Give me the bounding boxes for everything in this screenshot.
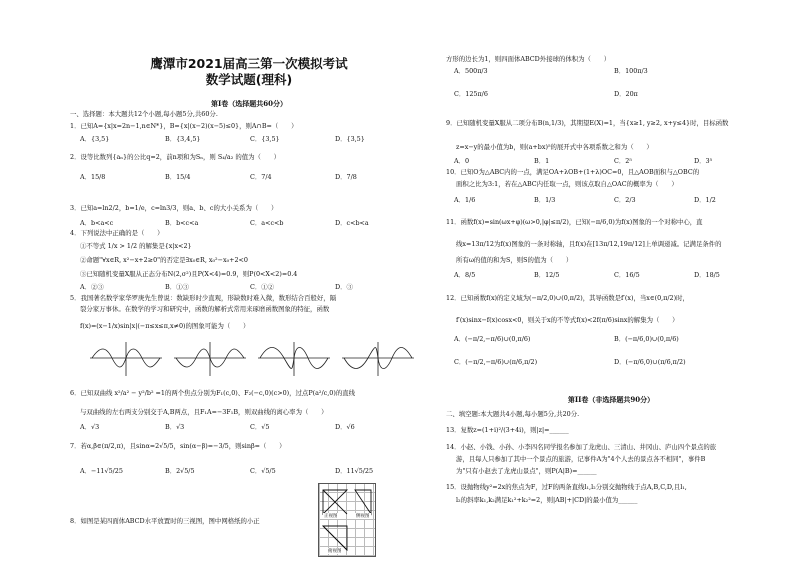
question-6: 6．已知双曲线 x²/a² − y²/b² =1的两个焦点分别为F₁(c,0)、F₂(−c,0)(c>0)，过点P(a²/c,0)的直线 [70,389,355,397]
question-12-cont: f′(x)sinx−f(x)cosx<0，则关于x的不等式f(x)<2f(π/6)sinx的解集为（ ） [456,316,679,324]
options-q6 [80,422,420,431]
option: B．12/5 [534,271,560,279]
option: C．125π/6 [454,90,488,98]
option: D．7/8 [335,173,357,181]
function-graph-options [90,338,420,378]
option: C．√5 [250,423,270,431]
option: D．20π [614,90,638,98]
statement-2: ②命题"∀x∈R, x²−x+2≥0"的否定是∃x₀∈R, x₀²−x₀+2<0 [80,256,248,264]
choice-instructions: 一、选择题：本大题共12个小题,每小题5分,共60分. [70,110,218,118]
options-q12-cd [454,357,774,366]
question-5-func: f(x)=(x−1/x)sin|x|(−π≤x≤π,x≠0)的图象可能为（ ） [80,322,250,330]
option: A．(−π/2,−π/6)∪(0,π/6) [454,335,531,343]
question-4: 4．下列说法中正确的是（ ） [70,229,164,237]
option: D．c<b<a [335,219,369,227]
option: B．2√5/5 [165,467,195,475]
question-7: 7．若α,β∈(π/2,π)，且sinα=2√5/5，sin(α−β)=−3/5，则sinβ=（ ） [70,442,286,450]
option: D．1/2 [694,196,716,204]
option: C．①② [250,283,275,291]
option: B．1 [534,157,550,165]
option: B．√3 [165,423,185,431]
options-q10 [454,195,774,204]
question-11-end: 所有ω的值的和为S，则S的值为（ ） [456,256,573,264]
option: B．100π/3 [614,67,648,75]
right-column [446,0,776,561]
option: D．√6 [335,423,355,431]
question-3: 3．已知a=ln2/2，b=1/e，c=ln3/3，则a、b、c的大小关系为（ ） [70,204,278,212]
top-view-label: 俯视图 [328,549,342,554]
option: B．{3,4,5} [165,135,201,143]
option: B．①③ [165,283,189,291]
option: A．1/6 [454,196,476,204]
question-5: 5．我国著名数学家华罗庚先生曾说：数缺形时少直观，形缺数时难入微，数形结合百般好，隔 [70,294,337,302]
question-1: 1．已知A={x|x=2n−1,n∈N*}，B={x|(x−2)(x−5)≤0}，则A∩B=（ ） [70,122,298,130]
option: C．2/3 [614,196,636,204]
option: D．③ [335,283,353,291]
option: D．18/5 [694,271,720,279]
options-q7 [80,466,420,475]
question-9-cont: z=x−y的最小值为b，则(a+bx)⁵的展开式中各项系数之和为（ ） [456,143,653,151]
option: A．②③ [80,283,104,291]
three-view-figure [318,483,376,557]
options-q12-ab [454,334,774,343]
options-q11 [454,270,774,279]
question-6-cont: 与双曲线的左右两支分别交于A,B两点，且F₁A=−3F₁B，则双曲线的离心率为（ ） [80,408,328,416]
option: C．16/5 [614,271,640,279]
options-q8 [454,66,774,75]
option: D．{3,5} [335,135,365,143]
fill-instructions: 二、填空题:本大题共4小题,每小题5分,共20分. [446,410,580,418]
option: A．−11√5/25 [80,467,123,475]
option: B．b<c<a [165,219,199,227]
option: C．(−π/2,−π/6)∪(π/6,π/2) [454,358,538,366]
option: C．2⁵ [614,157,632,165]
option: A．√3 [80,423,100,431]
question-8: 8．如图是某四面体ABCD水平放置时的三视图，图中网格纸的小正 [70,517,260,525]
question-15-cont: l₂的斜率k₁,k₂满足k₁²+k₂²=2，则|AB|+|CD|的最小值为______ [456,496,638,504]
question-12: 12．已知函数f(x)的定义域为(−π/2,0)∪(0,π/2)，其导函数是f′(x)，当x∈(0,π/2)时， [446,294,689,302]
option: C．{3,5} [250,135,280,143]
question-8-cont: 方形的边长为1，则四面体ABCD外接球的体积为（ ） [446,55,611,63]
question-13: 13．复数z=(1+i)²/(3+4i)，则|z|=______ [446,426,569,434]
question-9: 9．已知随机变量X服从二项分布B(n,1/3)，其期望E(X)=1，当{x≥1, y≥2, x+y≤4}时，目标函数 [446,119,729,127]
option: A．15/8 [80,173,106,181]
front-view-label: 正视图 [324,514,338,519]
options-q2 [80,172,420,181]
option: A．8/5 [454,271,476,279]
section-heading-1: 第I卷（选择题共60分） [210,99,287,108]
question-14-cont: 游，且每人只参加了其中一个景点的旅游，记事件A为"4个人去的景点各不相同"，事件B [456,455,706,463]
option: B．15/4 [165,173,191,181]
question-10: 10．已知O为△ABC内的一点，满足OA+λOB+(1+λ)OC=0，且△AOB面积与△OBC的 [446,168,700,176]
options-q1 [80,134,420,143]
question-15: 15．设抛物线y²=2x的焦点为F，过F的两条直线l₁,l₂分别交抛物线于点A,B,C,D,且l₁, [446,483,687,491]
question-14-end: 为"只有小赵去了龙虎山景点"，则P(A|B)=______ [456,467,597,475]
left-column [70,0,428,561]
options-q9 [454,156,774,165]
question-11: 11．函数f(x)=sin(ωx+φ)(ω>0,|φ|≤π/2)，已知(−π/6,0)为f(x)图象的一个对称中心，直 [446,218,703,226]
statement-1: ①不等式 1/x > 1/2 的解集是{x|x<2} [80,242,192,250]
option: C．a<c<b [250,219,284,227]
exam-title: 鹰潭市2021届高三第一次模拟考试 [150,56,348,71]
option: A．500π/3 [454,67,488,75]
three-view-lines [319,484,375,556]
option: D．3⁵ [694,157,713,165]
option: C．√5/5 [250,467,276,475]
option: A．{3,5} [80,135,110,143]
question-10-cont: 面积之比为3:1，若在△ABC内任取一点，则该点取自△OAC的概率为（ ） [456,180,678,188]
side-view-label: 侧视图 [356,514,370,519]
exam-subtitle: 数学试题(理科) [205,72,293,87]
option: B．1/3 [534,196,556,204]
question-2: 2．设等比数列{aₙ}的公比q=2，前n项和为Sₙ，则 S₄/a₂ 的值为（ ） [70,153,281,161]
option: A．0 [454,157,470,165]
option: D．11√5/25 [335,467,374,475]
section-heading-2: 第II卷（非选择题共90分） [567,395,655,404]
option: B．(−π/6,0)∪(0,π/6) [614,335,679,343]
options-q3 [80,218,420,227]
options-q4 [80,282,420,291]
option: C．7/4 [250,173,272,181]
option: A．b<a<c [80,219,114,227]
question-14: 14．小赵、小钱、小孙、小李四名同学报名参加了龙虎山、三清山、井冈山、庐山四个景点的旅 [446,443,717,451]
statement-3: ③已知随机变量X服从正态分布N(2,σ²)且P(X<4)=0.9，则P(0<X<2)=0.4 [80,270,298,278]
option: D．(−π/6,0)∪(π/6,π/2) [614,358,686,366]
question-5-cont: 裂分家万事休。在数学的学习和研究中，函数的解析式常用来琢磨函数图象的特征，函数 [80,305,330,313]
question-11-cont: 线x=13π/12为f(x)图象的一条对称轴，且f(x)在[13π/12,19π/12]上单调递减。记满足条件的 [456,240,722,248]
options-q8-cd [454,89,774,98]
